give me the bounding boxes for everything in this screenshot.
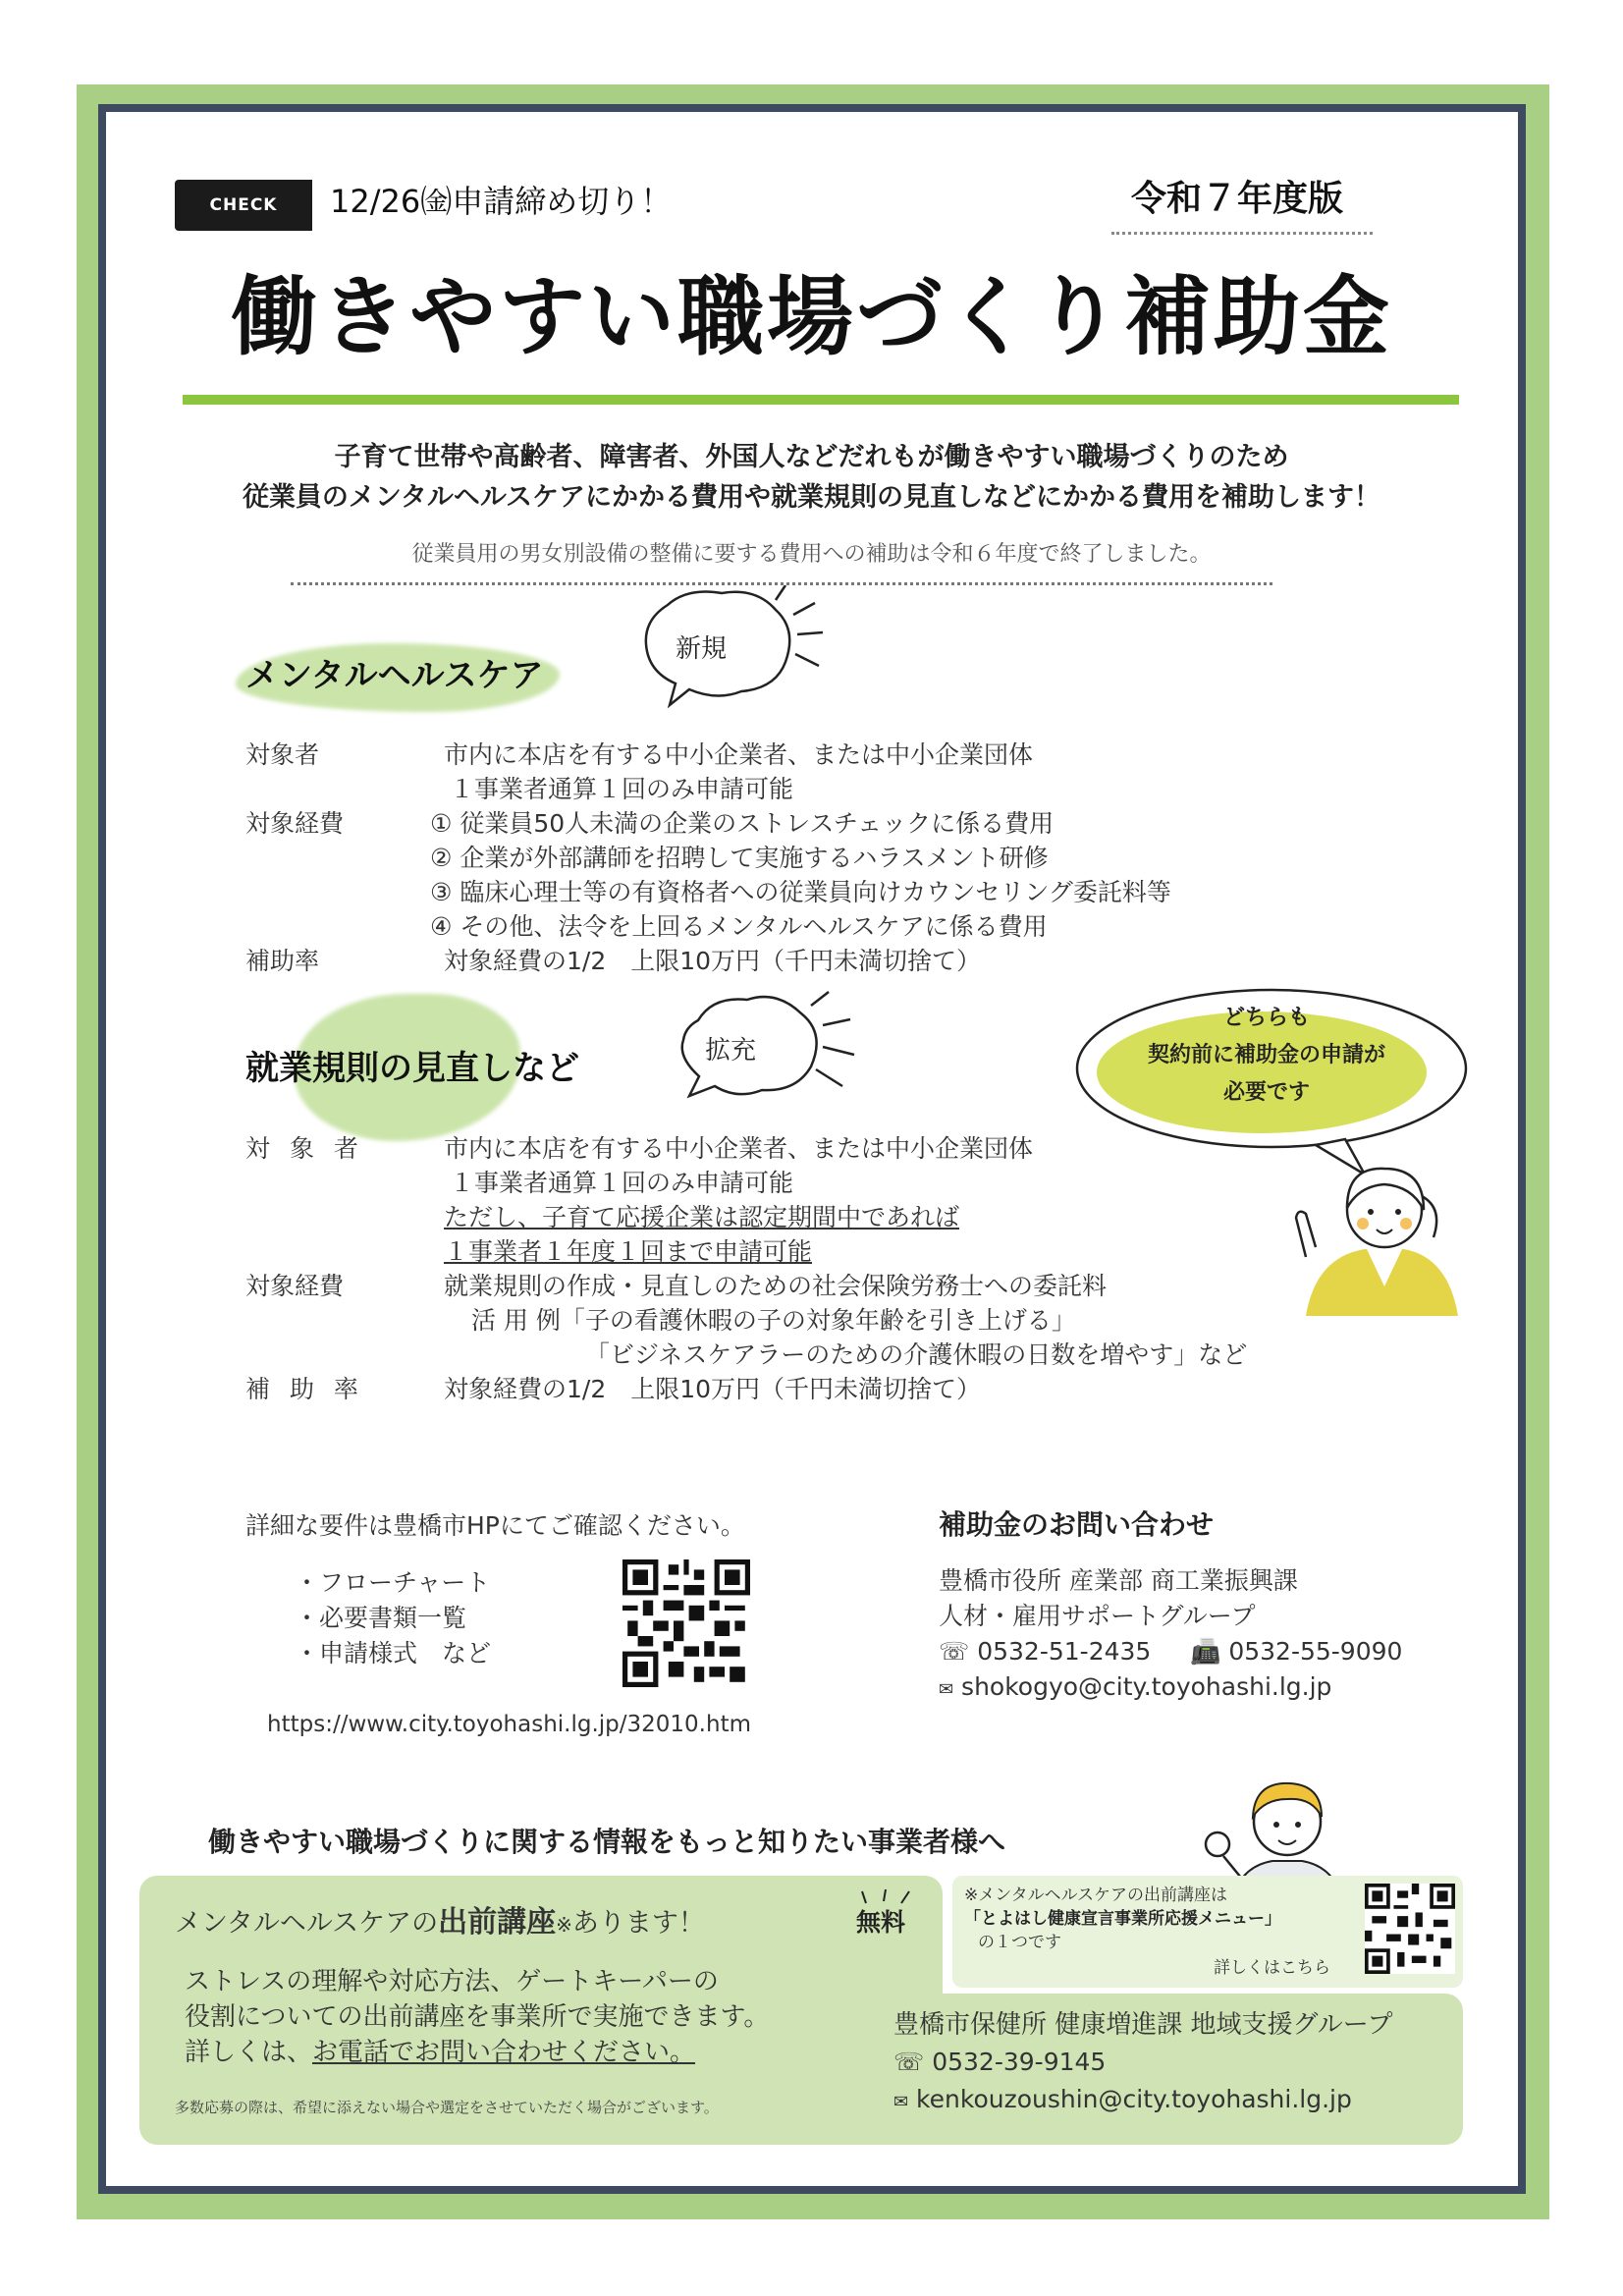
details-item-3: ・申請様式 など [295, 1639, 492, 1667]
lead-line-2: 従業員のメンタルヘルスケアにかかる費用や就業規則の見直しなどにかかる費用を補助します！ [242, 482, 1381, 513]
seminar-title [175, 1903, 705, 1944]
title-underline [183, 395, 1459, 405]
lead-line-1: 子育て世帯や高齢者、障害者、外国人などだれもが働きやすい職場づくりのため [334, 442, 1289, 472]
year-divider [1111, 232, 1373, 235]
new-badge: 新規 [676, 634, 728, 664]
seminar-body-3-ul: お電話でお問い合わせください。 [312, 2038, 696, 2067]
health-email-row [893, 2082, 1352, 2120]
contact-email[interactable]: shokogyo@city.toyohashi.lg.jp [961, 1672, 1332, 1701]
seminar-body-2: 役割についての出前講座を事業所で実施できます。 [185, 2002, 770, 2032]
mental-rate-label: 補助率 [245, 947, 320, 975]
qr-code-small[interactable] [1365, 1884, 1455, 1974]
seminar-title-note: ※ [556, 1913, 572, 1937]
rules-target-2: １事業者通算１回のみ申請可能 [450, 1169, 794, 1197]
mail-icon: ✉ [939, 1679, 954, 1700]
rules-cost-1: 就業規則の作成・見直しのための社会保険労務士への委託料 [444, 1272, 1108, 1300]
mental-cost-3: ③ 臨床心理士等の有資格者への従業員向けカウンセリング委託料等 [430, 878, 1171, 906]
health-tel-row [893, 2045, 1106, 2080]
details-item-1: ・フローチャート [295, 1568, 491, 1597]
woman-illustration [1286, 1139, 1463, 1316]
contact-heading: 補助金のお問い合わせ [939, 1508, 1215, 1541]
contact-office: 豊橋市役所 産業部 商工業振興課 [939, 1566, 1298, 1595]
page-title: 働きやすい職場づくり補助金 [230, 266, 1392, 367]
seminar-footnote: 多数応募の際は、希望に添えない場合や選定をさせていただく場合がございます。 [175, 2099, 719, 2116]
health-email[interactable]: kenkouzoushin@city.toyohashi.lg.jp [916, 2085, 1352, 2113]
seminar-body-1: ストレスの理解や対応方法、ゲートキーパーの [185, 1967, 719, 1996]
mental-rate: 対象経費の1/2 上限10万円（千円未満切捨て） [444, 947, 982, 975]
rules-target-4: １事業者１年度１回まで申請可能 [444, 1237, 813, 1266]
rules-cost-label: 対象経費 [245, 1272, 345, 1300]
menu-note-link[interactable]: 詳しくはこちら [1214, 1958, 1330, 1978]
seminar-body-3-pre: 詳しくは、 [185, 2038, 313, 2067]
rules-title: 就業規則の見直しなど [245, 1049, 579, 1088]
menu-note-2: 「とよはし健康宣言事業所応援メニュー」 [964, 1909, 1281, 1929]
menu-note-1: ※メンタルヘルスケアの出前講座は [964, 1886, 1228, 1905]
qr-code[interactable] [622, 1559, 750, 1687]
expand-badge: 拡充 [705, 1036, 757, 1066]
health-office: 豊橋市保健所 健康増進課 地域支援グループ [893, 2010, 1393, 2040]
mental-cost-4: ④ その他、法令を上回るメンタルヘルスケアに係る費用 [430, 912, 1048, 941]
callout-line-2: 契約前に補助金の申請が [1147, 1043, 1385, 1067]
check-badge: CHECK [175, 180, 312, 231]
year-version: 令和７年度版 [1131, 179, 1344, 219]
rules-example-1: 活 用 例「子の看護休暇の子の対象年齢を引き上げる」 [471, 1306, 1076, 1335]
expand-badge-bubble [664, 986, 860, 1114]
rules-rate: 対象経費の1/2 上限10万円（千円未満切捨て） [444, 1375, 982, 1403]
seminar-body-3 [185, 2035, 695, 2070]
details-url[interactable]: https://www.city.toyohashi.lg.jp/32010.htm [267, 1712, 751, 1737]
contact-tel[interactable]: 0532-51-2435 [977, 1637, 1152, 1666]
rules-target-3: ただし、子育て応援企業は認定期間中であれば [444, 1203, 960, 1231]
contact-email-row [939, 1669, 1331, 1708]
free-sparkle [856, 1889, 915, 1897]
phone-icon: ☏ [939, 1637, 970, 1666]
mental-title: メンタルヘルスケア [245, 656, 544, 695]
callout-line-3: 必要です [1222, 1080, 1310, 1105]
seminar-title-post: あります！ [571, 1908, 705, 1939]
deadline-text: 12/26㈮申請締め切り！ [330, 183, 673, 220]
free-label: 無料 [856, 1908, 906, 1937]
contact-fax: 0532-55-9090 [1228, 1637, 1403, 1666]
rules-example-2: 「ビジネスケアラーのための介護休暇の日数を増やす」など [585, 1340, 1248, 1369]
menu-note-3: の１つです [978, 1933, 1061, 1952]
mental-cost-label: 対象経費 [245, 809, 345, 838]
rules-target-1: 市内に本店を有する中小企業者、または中小企業団体 [444, 1134, 1034, 1163]
details-heading: 詳細な要件は豊橋市HPにてご確認ください。 [245, 1511, 745, 1540]
mental-cost-2: ② 企業が外部講師を招聘して実施するハラスメント研修 [430, 844, 1049, 872]
fax-icon: 📠 [1190, 1637, 1221, 1666]
details-item-2: ・必要書類一覧 [295, 1604, 467, 1632]
seminar-title-bold: 出前講座 [438, 1905, 557, 1940]
rules-rate-label: 補 助 率 [245, 1375, 364, 1403]
seminar-title-pre: メンタルヘルスケアの [175, 1908, 439, 1939]
contact-group: 人材・雇用サポートグループ [939, 1602, 1256, 1630]
mental-cost-1: ① 従業員50人未満の企業のストレスチェックに係る費用 [430, 809, 1055, 838]
callout-text [1100, 1000, 1434, 1112]
rules-target-label: 対 象 者 [245, 1134, 364, 1163]
phone-icon: ☏ [893, 2048, 925, 2076]
health-tel[interactable]: 0532-39-9145 [932, 2048, 1107, 2076]
more-info-heading: 働きやすい職場づくりに関する情報をもっと知りたい事業者様へ [208, 1826, 1006, 1858]
mental-target-label: 対象者 [245, 740, 320, 769]
contact-tel-row [939, 1634, 1402, 1669]
mental-target-1: 市内に本店を有する中小企業者、または中小企業団体 [444, 740, 1034, 769]
mental-target-2: １事業者通算１回のみ申請可能 [450, 775, 794, 803]
end-notice: 従業員用の男女別設備の整備に要する費用への補助は令和６年度で終了しました。 [411, 542, 1212, 567]
mail-icon: ✉ [893, 2092, 909, 2112]
callout-line-1: どちらも [1222, 1006, 1310, 1030]
